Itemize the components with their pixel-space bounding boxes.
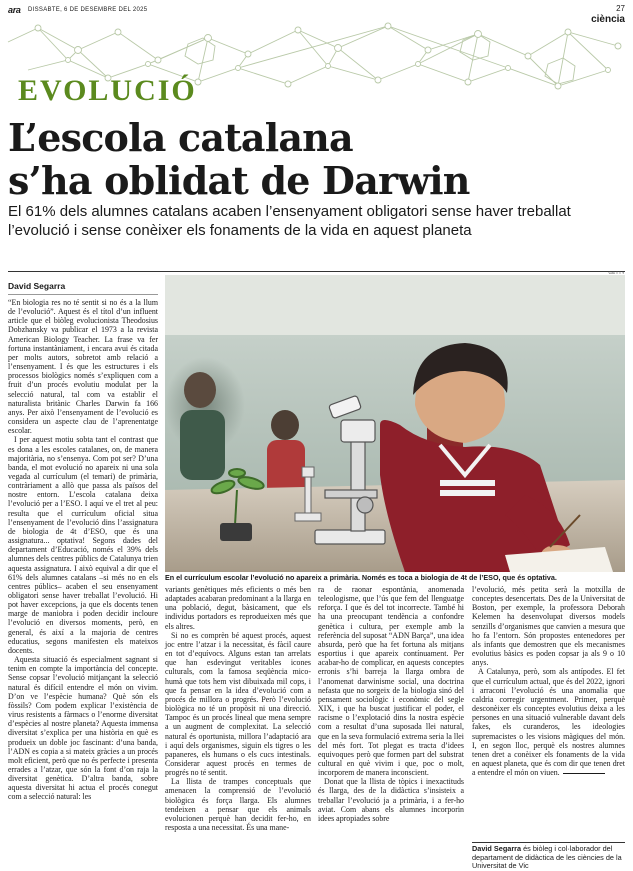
paragraph: Donat que la llista de tòpics i inexactituds és llarga, des de la didàctica s’insisteix a treballar l’evolució ja a primària, i a fer-ho aviat. Com abans els alumnes incorporin idees apropiades sobre: [318, 777, 464, 823]
article-column-4: [472, 585, 625, 777]
paragraph: l’evolució, més petita serà la motxilla de conceptes desencertats. Des de la Universitat de Boston, per exemple, la professora Deborah Kelemen ha desenvolupat diversos models senzills d’organismes que canvien a mesura que ho fa l’entorn. Són propostes entenedores per als infants que demostren que els mecanismes evolutius bàsics es poden copsar ja als 9 o 10 anys.: [472, 585, 625, 668]
paragraph-text: A Catalunya, però, som als antípodes. El fet que el currículum actual, que és del 2022, ignori i arraconi l’evolució és una anomalia que caldria corregir urgentment. Primer, perquè desconèixer els conceptes evolutius deixa a les persones en una situació vulnerable davant dels fakes, els curanderos, les ideologies supremacistes o les visions màgiques del món. I, en segon lloc, perquè els nostres alumnes tenen dret a conèixer els fonaments de la vida en aquest planeta, que és com dir que tenen dret a entendre el món on viuen.: [472, 667, 625, 778]
paragraph: variants genètiques més eficients o més ben adaptades acabaran predominant a la llarga en una població, degut, bàsicament, que els individus portadors es reprodueixen més que els altres.: [165, 585, 311, 631]
paragraph: “En biologia res no té sentit si no és a la llum de l’evolució”. Aquest és el títol d’un influent article que el biòleg evolucionista Theodosius Dobzhansky va publicar el 1973 a la revista American Biology Teacher. La frase va fer fortuna instantàniament, i encara avui és citada per molts autors, sobretot amb relació a l’ensenyament. I és que les estructures i els processos biològics només s’expliquen com a fruit d’un procés evolutiu modulat per la selecció natural, tal com va establir el naturalista britànic Charles Darwin fa 166 anys. Per això l’ensenyament de l’evolució es considera un aspecte clau de l’aprenentatge escolar.: [8, 298, 158, 436]
paragraph-last: [472, 667, 625, 777]
headline: [8, 116, 628, 202]
section-banner: [8, 20, 625, 107]
byline: David Segarra: [8, 281, 158, 295]
photo-credit: GETTY: [608, 270, 625, 275]
page-number: 27: [616, 4, 625, 13]
article-photo: [165, 275, 625, 572]
article-column-1: [8, 298, 158, 858]
end-of-article-mark: [563, 773, 605, 775]
article-column-3: [318, 585, 464, 823]
paragraph: I per aquest motiu sobta tant el contrast que es dona a les escoles catalanes, on, de manera majoritària, no s’ensenya. Com pot ser? D’una banda, el mot evolució no apareix ni una sola vegada al currículum (el temari) de primària, contràriament a allò que passa als països del nostre entorn. L’escola catalana deixa l’evolució per a l’ESO. I aquí ve el tret al peu: resulta que el currículum oficial situa l’ensenyament de l’evolució dins l’assignatura de biologia de 4t d’ESO, que és una assignatura... optativa! Segons dades del departament d’Educació, només el 39% dels alumnes dels centres públics de Catalunya trien aquesta assignatura. I això equival a dir que el 61% dels alumnes catalans –si més no en els centres públics– acaben el seu ensenyament obligatori sense haver treballat l’evolució. Hi pot haver excepcions, ja que els docents tenen marge de maniobra i poden decidir incloure l’evolució en diversos moments, però, en general, és així a la majoria de centres educatius, segons manifesten els mateixos docents.: [8, 435, 158, 655]
kicker: EVOLUCIÓ: [18, 74, 197, 107]
section-name: ciència: [591, 14, 625, 25]
page-header: [8, 4, 625, 25]
headline-line-2: s’ha oblidat de Darwin: [8, 158, 470, 203]
headline-line-1: L’escola catalana: [8, 115, 353, 160]
classroom-microscope-illustration: [165, 275, 625, 572]
paragraph: La llista de trampes conceptuals que amenacen la comprensió de l’evolució biològica és força llarga. Els alumnes tendeixen a pensar que els animals evolucionen perquè han decidit fer-ho, en resposta a una necessitat. És una mane-: [165, 777, 311, 833]
author-bio: [472, 842, 625, 871]
paragraph: ra de raonar espontània, anomenada teleologisme, que l’ús que fem del llenguatge reforça. I que és del tot incorrecte. També hi ha una preocupant tendència a confondre genètica i cultura, per exemple amb la referència del suposat “ADN Barça”, una idea absurda, però que ha fet fortuna als mitjans esportius i que apareix contínuament. Per acabar-ho de complicar, en aquests conceptes erronis s’hi barreja la llarga ombra de l’anomenat darwinisme social, una doctrina nefasta que no sorgeix de la biologia sinó del pensament sociològic i econòmic del segle XIX, i que ha buscat justificar el poder, el racisme o l’explotació dins la nostra espècie com a resultat d’una suposada llei natural, que en la seva formulació extrema seria la llei del més fort. Tot plegat es tracta d’idees equivoques però que formen part del substrat cultural en què vivim i que, poc o molt, incorporem de manera inconscient.: [318, 585, 464, 778]
standfirst: El 61% dels alumnes catalans acaben l’ensenyament obligatori sense haver treballat l’evolució i sense conèixer els fonaments de la vida en aquest planeta: [8, 203, 571, 239]
author-bio-name: David Segarra: [472, 844, 522, 853]
photo-caption: En el currículum escolar l’evolució no apareix a primària. Només es toca a biologia de 4t de l’ESO, que és optativa.: [165, 573, 557, 582]
paragraph: Aquesta situació és especialment sagnant si tenim en compte la importància del concepte. Sense copsar l’evolució mitjançant la selecció natural és difícil entendre el món on vivim. D’on ve l’espècie humana? Què són els fòssils? Com podem explicar l’existència de virus resistents a fàrmacs o l’enorme diversitat d’espècies al nostre planeta? Aquesta immensa diversitat s’explica per una història en què es produeix un doble joc fascinant: d’una banda, l’ADN es copia a si mateix gràcies a un procés molt eficient, però que no és perfecte i presenta errades a l’atzar, que són la font d’on raja la diversitat genètica. D’altra banda, sobre aquesta diversitat hi actua el procés conegut com a selecció natural: les: [8, 655, 158, 802]
dateline: DISSABTE, 6 DE DESEMBRE DEL 2025: [28, 7, 148, 13]
author-bio-text: és biòleg i col·laborador del departament de didàctica de les ciències de la Universitat de Vic: [472, 844, 622, 871]
paragraph: Si no es comprèn bé aquest procés, aquest joc entre l’atzar i la necessitat, és fàcil caure en tot d’equívocs. Alguns estan tan arrelats que han esdevingut veritables icones culturals, com la famosa seqüència mico-humà que tots hem vist dibuixada mil cops, i que fa pensar en la idea d’evolució com a procés de millora o progrés. Però l’evolució biològica no té un propòsit ni una direcció. Tampoc és un procés lineal que mena sempre a un augment de complexitat. La selecció natural és oportunista, millora l’adaptació ara i aquí dels organismes, siguin els tigres o les papaneres, els humans o els cucs intestinals. Considerar aquest procés en termes de progrés no té sentit.: [165, 630, 311, 778]
newspaper-logo: ara: [8, 5, 21, 15]
article-column-2: [165, 585, 311, 832]
divider: [8, 271, 625, 272]
